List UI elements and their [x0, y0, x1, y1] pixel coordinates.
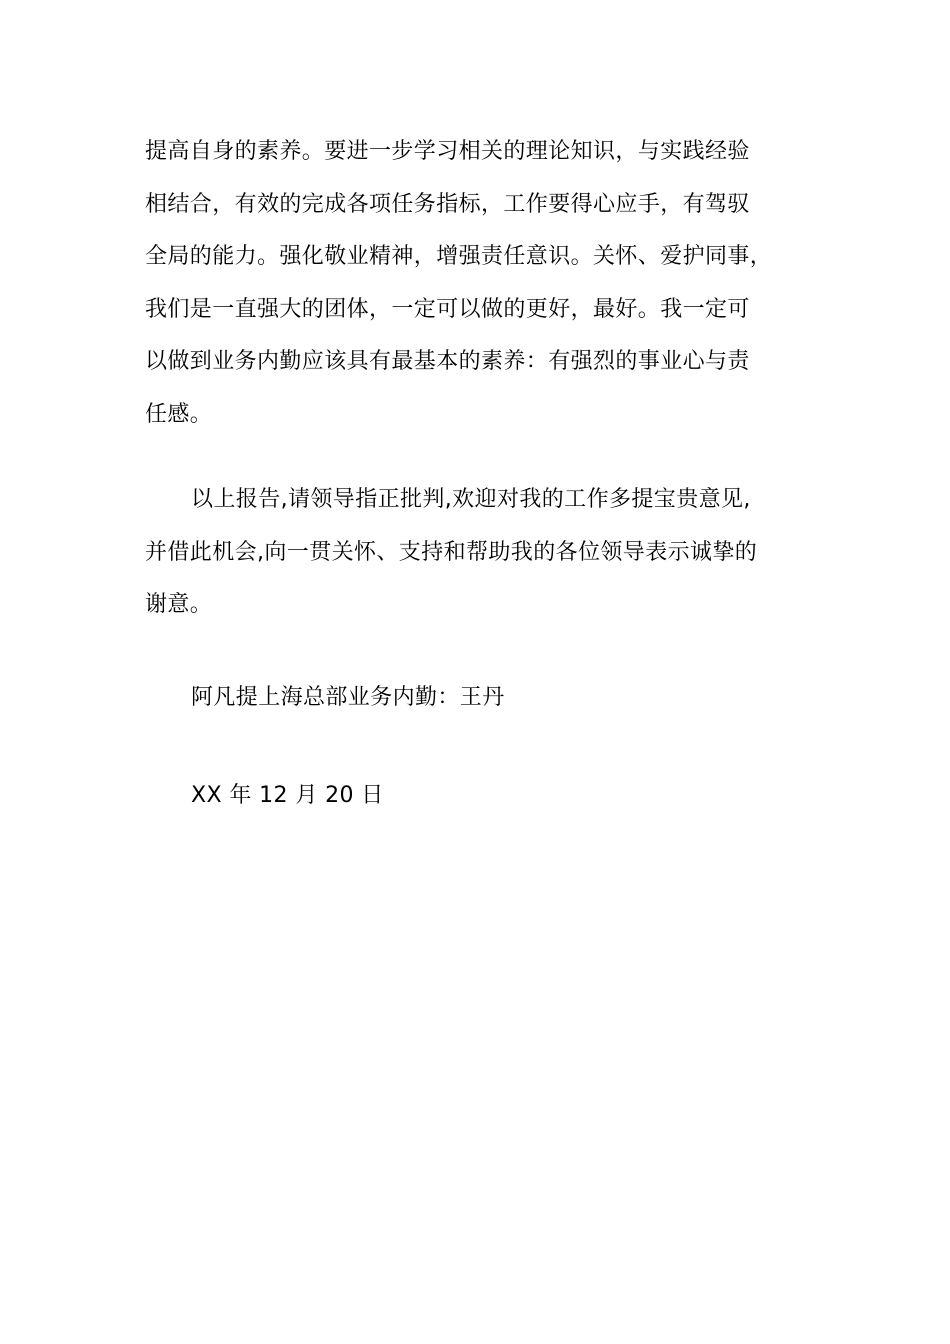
paragraph-body-continuation — [145, 126, 817, 441]
paragraph-line: 以做到业务内勤应该具有最基本的素养：有强烈的事业心与责 — [145, 349, 750, 374]
paragraph-closing-remarks — [145, 474, 817, 632]
paragraph-line: 并借此机会,向一贯关怀、支持和帮助我的各位领导表示诚挚的 — [145, 539, 758, 565]
signature-block — [145, 672, 817, 725]
paragraph-line: 谢意。 — [145, 592, 213, 617]
date-line: XX 年 12 月 20 日 — [191, 783, 384, 808]
paragraph-line: 相结合，有效的完成各项任务指标，工作要得心应手，有驾驭 — [145, 191, 750, 217]
paragraph-line: 任感。 — [145, 401, 213, 427]
paragraph-line: 提高自身的素养。要进一步学习相关的理论知识，与实践经验 — [145, 139, 750, 164]
paragraph-line: 我们是一直强大的团体，一定可以做的更好，最好。我一定可 — [145, 296, 750, 322]
paragraph-line: 全局的能力。强化敬业精神，增强责任意识。关怀、爱护同事， — [145, 244, 773, 269]
signature-line: 阿凡提上海总部业务内勤：王丹 — [191, 685, 505, 710]
paragraph-line: 以上报告,请领导指正批判,欢迎对我的工作多提宝贵意见, — [191, 487, 751, 512]
date-block — [145, 770, 817, 823]
